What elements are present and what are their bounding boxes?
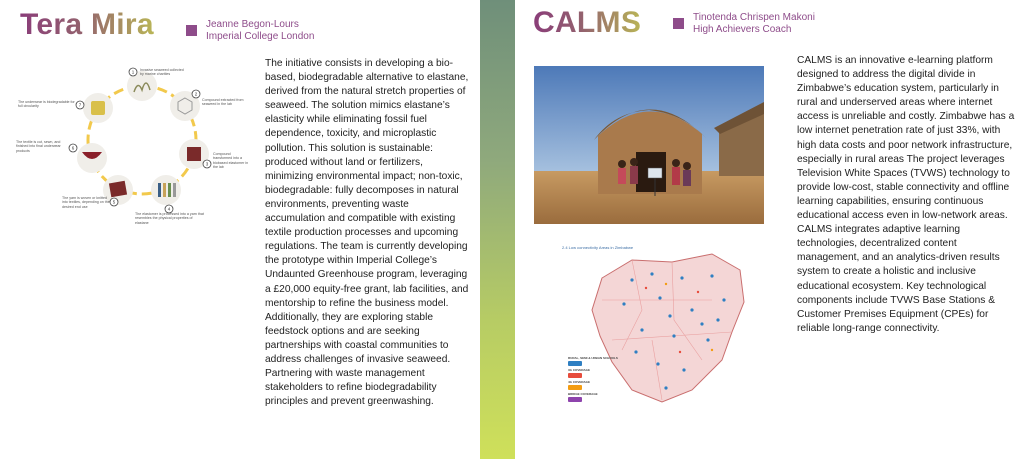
process-cycle-diagram <box>10 62 250 225</box>
author-name: Jeanne Begon-Lours <box>206 19 299 30</box>
svg-text:5: 5 <box>112 199 116 205</box>
step-1-label: Invasive seaweed collected by marine charities <box>140 68 184 77</box>
legend-label: 4G COVERAGE <box>568 380 591 384</box>
project-title: CALMS <box>533 6 642 39</box>
step-6-label: The textile is cut, sewn, and finished into final underwear products <box>16 140 61 153</box>
zimbabwe-connectivity-map <box>562 240 748 415</box>
author-marker-icon <box>186 25 197 36</box>
step-7-label: The underwear is biodegradable for full circularity <box>18 100 75 109</box>
calms-page <box>515 0 1024 459</box>
tera-mira-page <box>0 0 480 459</box>
project-description: CALMS is an innovative e-learning platform designed to address the digital divide in Zimbabwe’s education system, particularly in rural and underserved areas where internet access is unreliable and costly. Zimbabwe has a low internet penetration rate of just 33%, with high data costs and poor network infrastructure, especially in rural areas The project leverages Television White Spaces (TVWS) technology to provide low-cost, stable connectivity and offline learning capabilities, ensuring continuous educational access even in low-network areas. CALMS integrates adaptive learning technologies, decentralized content management, and an analytics-driven results system to create a holistic and inclusive educational ecosystem. Key technological components include TVWS Base Stations & Customer Premises Equipment (CPEs) for reliable long-range connectivity. <box>797 55 1015 334</box>
map-title: 2.4 Low connectivity Areas in Zimbabwe <box>562 245 634 250</box>
step-4-node <box>151 175 181 213</box>
svg-text:3: 3 <box>205 161 209 167</box>
svg-text:2: 2 <box>194 91 198 97</box>
svg-text:7: 7 <box>78 102 82 108</box>
step-7-node <box>76 93 113 123</box>
legend-swatch <box>568 373 582 378</box>
legend-label: BRIDGE COVERAGE <box>568 392 598 396</box>
author-info <box>693 12 815 36</box>
project-description: The initiative consists in developing a bio-based, biodegradable alternative to elastane, derived from the natural stretch properties of seaweed. The solution mimics elastane’s elasticity while eliminating fossil fuel dependence, toxicity, and microplastic pollution. This solution is sustainable: produced without land or fertilizers, minimizing environmental impact; non-toxic, biodegradable: fully decomposes in natural environments, preventing waste accumulation and compatible with existing textile production processes and upcoming regulations. The team is currently developing the prototype within Imperial College’s Undaunted Greenhouse program, leveraging a £20,000 equity-free grant, lab facilities, and mentorship to refine the business model. Additionally, they are exploring stable feedstock options and are seeking partnerships with coastal communities to address challenges of invasive seaweed. Partnering with waste management stakeholders to refine biodegradability principles and prevent greenwashing. <box>265 58 469 408</box>
svg-text:1: 1 <box>131 69 135 75</box>
author-name: Tinotenda Chrispen Makoni <box>693 12 815 23</box>
step-5-label: The yarn is woven or knitted into textiles, depending on the desired end use <box>62 196 110 209</box>
step-3-label: Compound transformed into a biobased elastomer in the lab <box>213 152 249 170</box>
svg-text:4: 4 <box>167 206 171 212</box>
village-children-laptop-photo <box>534 66 764 224</box>
legend-swatch <box>568 397 582 402</box>
author-info <box>206 19 314 43</box>
author-affiliation: Imperial College London <box>206 31 315 42</box>
legend-swatch <box>568 385 582 390</box>
svg-text:6: 6 <box>71 145 75 151</box>
author-block <box>186 19 314 43</box>
project-title: Tera Mira <box>20 8 154 41</box>
legend-label: RURAL, SEMI & URBAN SCHOOLS <box>568 356 618 360</box>
author-block <box>673 12 815 36</box>
author-affiliation: High Achievers Coach <box>693 24 792 35</box>
legend-label: 3G COVERAGE <box>568 368 591 372</box>
step-4-label: The elastomer is processed into a yarn that resembles the physical properties of elastane <box>135 212 204 225</box>
step-2-label: Compound extracted from seaweed in the lab <box>202 98 244 107</box>
legend-swatch <box>568 361 582 366</box>
page-divider <box>480 0 515 459</box>
author-marker-icon <box>673 18 684 29</box>
step-6-node <box>69 143 107 173</box>
